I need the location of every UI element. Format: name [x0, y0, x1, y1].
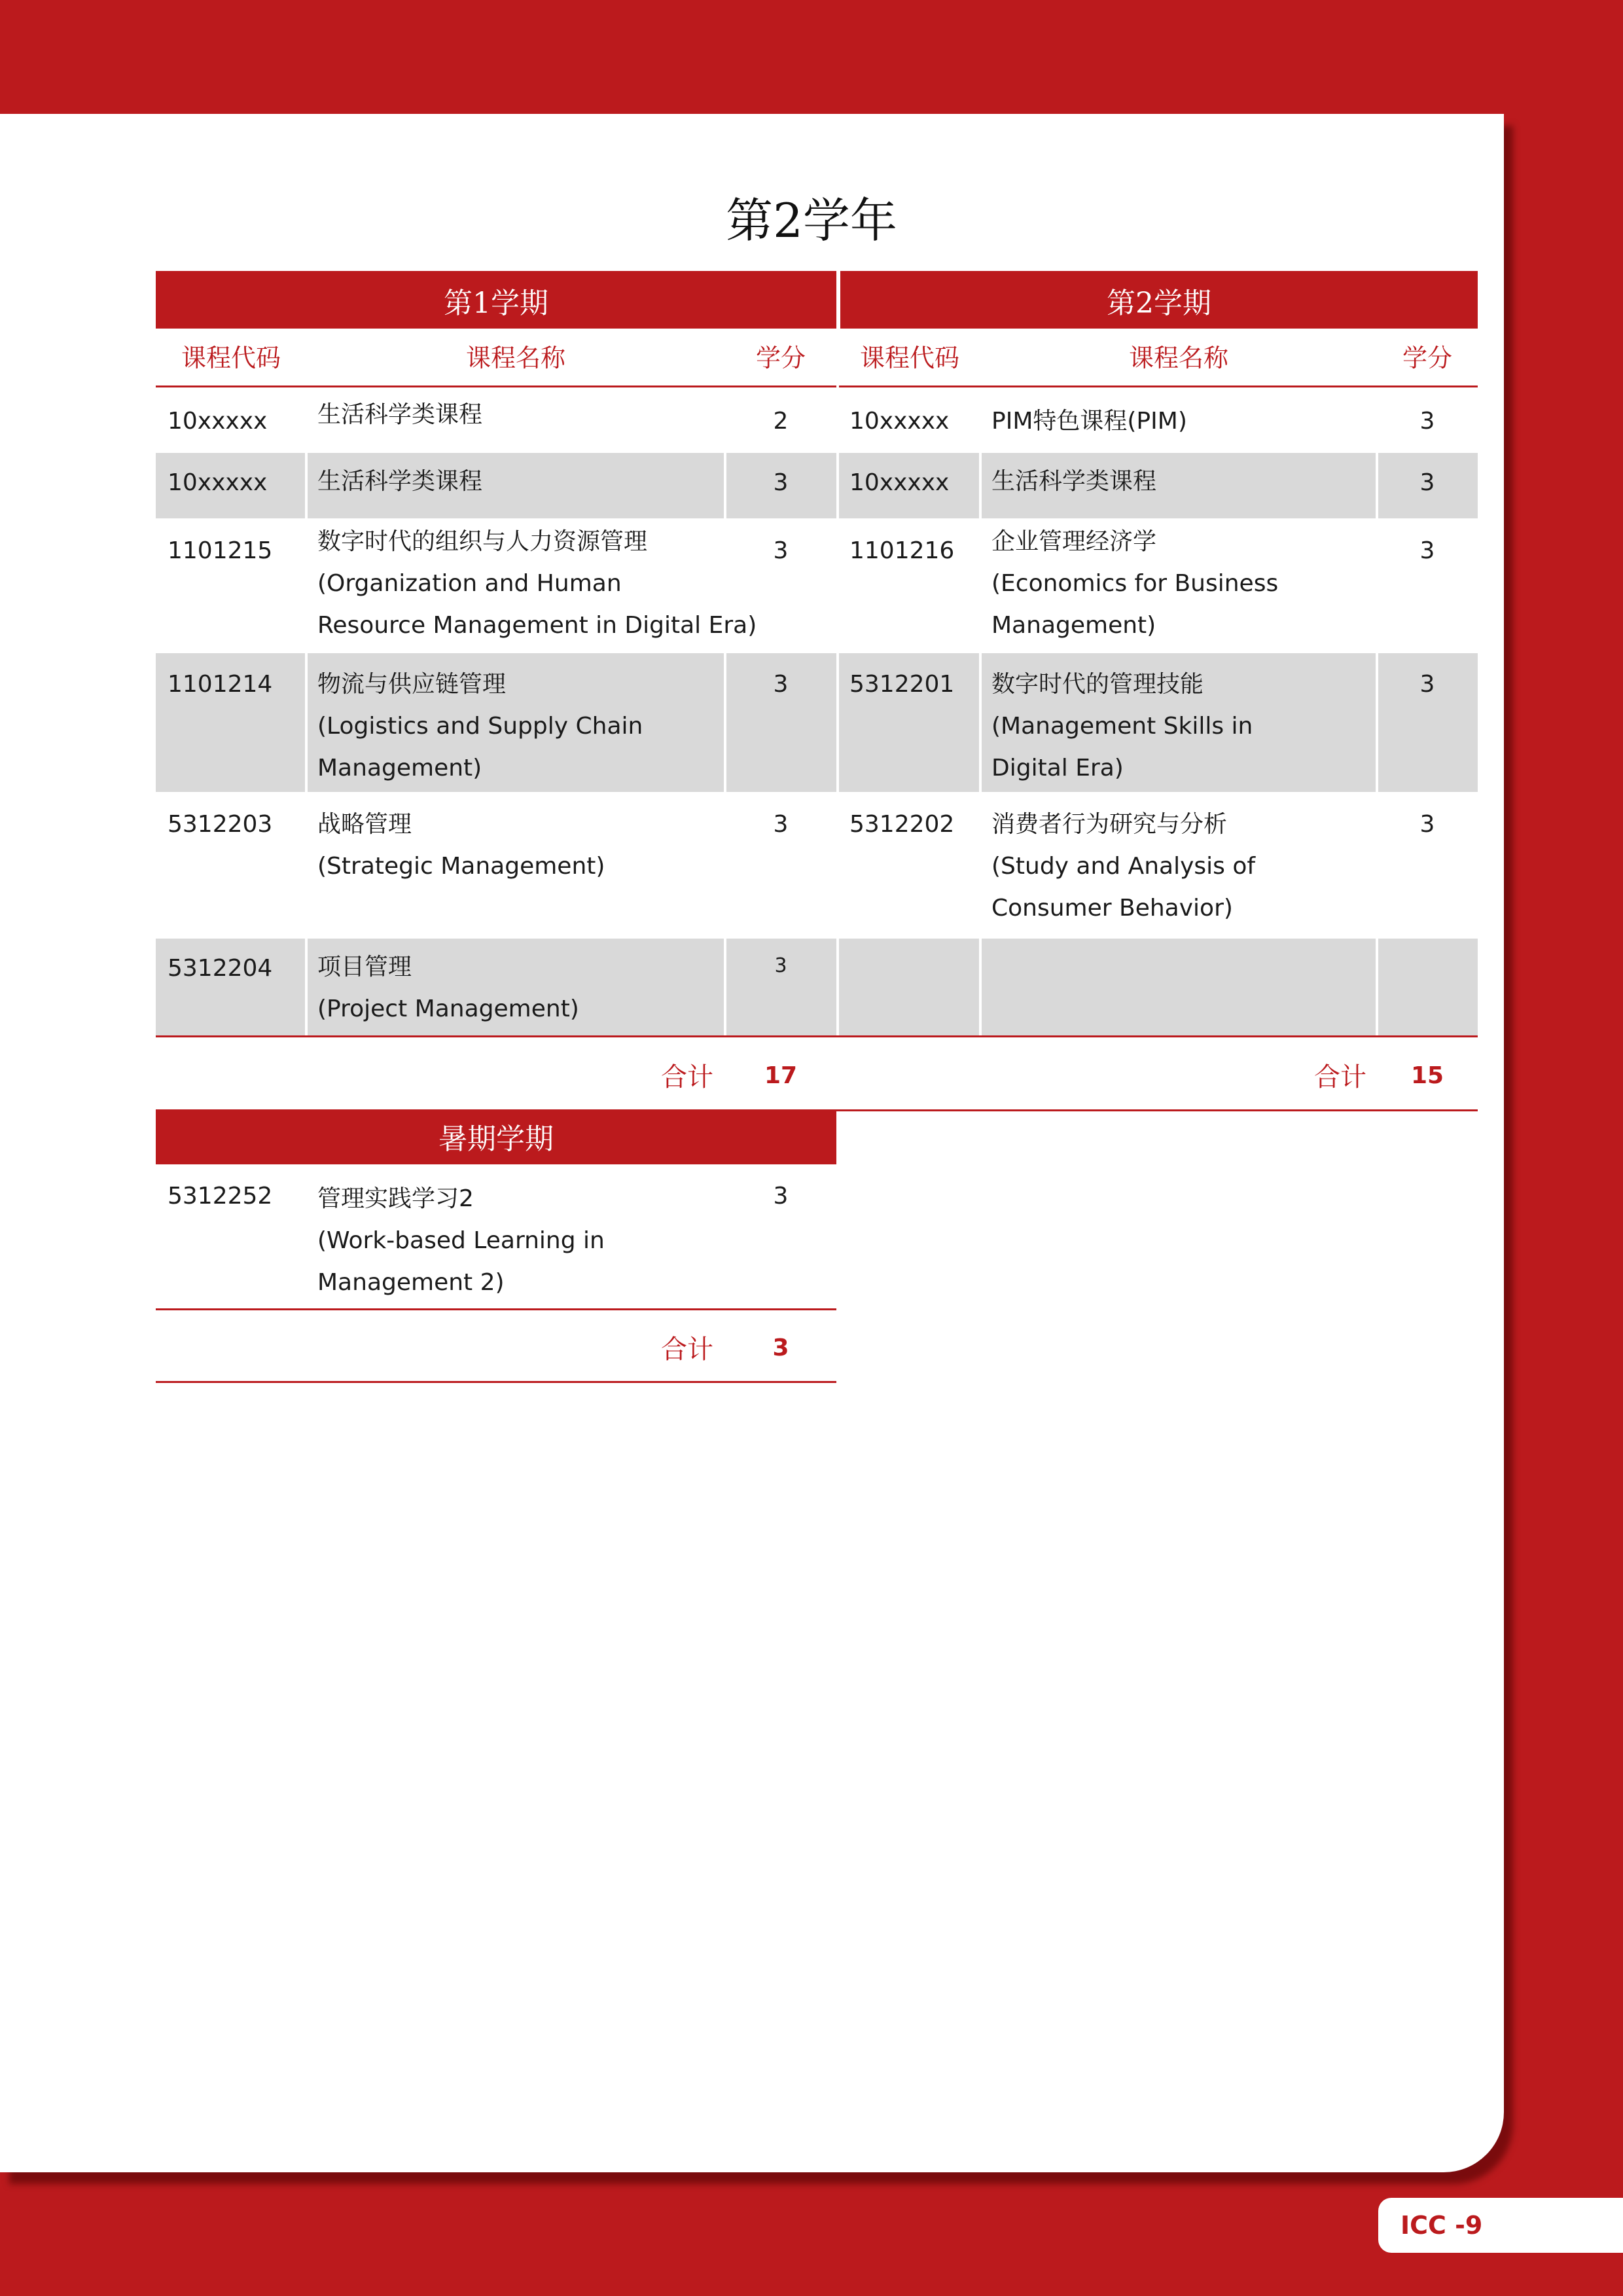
s2-col-credit: 学分 [1402, 344, 1452, 372]
s1-row1-code: 10xxxxx [168, 408, 268, 435]
summer-totals-rule [156, 1381, 836, 1383]
s1-total-label: 合计 [661, 1062, 713, 1092]
summer-total-value: 3 [772, 1335, 789, 1361]
summer-row1-code: 5312252 [168, 1183, 273, 1210]
s1-total-value: 17 [764, 1062, 798, 1089]
s1-row4-credit: 3 [773, 671, 789, 698]
s2-row3-code: 1101216 [849, 537, 955, 564]
page-number: ICC -9 [1378, 2198, 1623, 2253]
s1-row3-name: 数字时代的组织与人力资源管理 (Organization and Human Resource Management in Digital Era) [317, 528, 757, 639]
s1-row3-code: 1101215 [168, 537, 273, 564]
s1-row6-credit: 3 [774, 954, 787, 977]
s1-row1-name: 生活科学类课程 [317, 401, 483, 428]
s2-col-name: 课程名称 [1128, 344, 1228, 372]
table-bottom-rule [156, 1035, 1478, 1037]
s1-row5-code: 5312203 [168, 811, 273, 838]
s2-row1-name: PIM特色课程(PIM) [991, 408, 1187, 435]
column-separator [305, 387, 308, 1035]
summer-table-rule [156, 1308, 836, 1310]
s1-row3-credit: 3 [773, 537, 789, 564]
header-rule [156, 386, 1478, 387]
semester2-header: 第2学期 [840, 271, 1478, 329]
s2-row3-credit: 3 [1419, 537, 1435, 564]
s1-col-name: 课程名称 [465, 344, 565, 372]
s1-row2-name: 生活科学类课程 [317, 468, 483, 495]
s1-row6-code: 5312204 [168, 955, 273, 982]
s2-col-code: 课程代码 [859, 344, 959, 372]
s2-row4-credit: 3 [1419, 671, 1435, 698]
s2-total-label: 合计 [1314, 1062, 1366, 1092]
semester-divider [836, 271, 839, 1035]
summer-total-label: 合计 [661, 1335, 713, 1365]
s1-row4-code: 1101214 [168, 671, 273, 698]
s1-row2-credit: 3 [773, 469, 789, 496]
s2-row4-name: 数字时代的管理技能 (Management Skills in Digital Era) [991, 671, 1253, 781]
s2-row5-credit: 3 [1419, 811, 1435, 838]
s2-row1-credit: 3 [1419, 408, 1435, 435]
s1-col-credit: 学分 [755, 344, 806, 372]
s1-row2-code: 10xxxxx [168, 469, 268, 496]
summer-header: 暑期学期 [156, 1111, 836, 1164]
s2-row5-code: 5312202 [849, 811, 955, 838]
s1-row5-name: 战略管理 (Strategic Management) [317, 811, 605, 880]
s2-row2-credit: 3 [1419, 469, 1435, 496]
s2-row1-code: 10xxxxx [849, 408, 950, 435]
summer-row1-name: 管理实践学习2 (Work-based Learning in Management 2) [317, 1185, 605, 1296]
column-separator [979, 387, 982, 1035]
s1-row4-name: 物流与供应链管理 (Logistics and Supply Chain Management) [317, 671, 643, 781]
page-title: 第2学年 [726, 193, 897, 248]
s2-row4-code: 5312201 [849, 671, 955, 698]
semester1-header: 第1学期 [156, 271, 836, 329]
s2-total-value: 15 [1410, 1062, 1444, 1089]
s1-col-code: 课程代码 [181, 344, 281, 372]
s2-row5-name: 消费者行为研究与分析 (Study and Analysis of Consumer Behavior) [991, 811, 1256, 922]
s2-row2-name: 生活科学类课程 [991, 468, 1157, 495]
s1-row1-credit: 2 [773, 408, 789, 435]
s1-row5-credit: 3 [773, 811, 789, 838]
s2-row3-name: 企业管理经济学 (Economics for Business Management) [991, 528, 1279, 639]
summer-row1-credit: 3 [773, 1183, 789, 1210]
s1-row6-name: 项目管理 (Project Management) [317, 954, 579, 1022]
s2-row2-code: 10xxxxx [849, 469, 950, 496]
